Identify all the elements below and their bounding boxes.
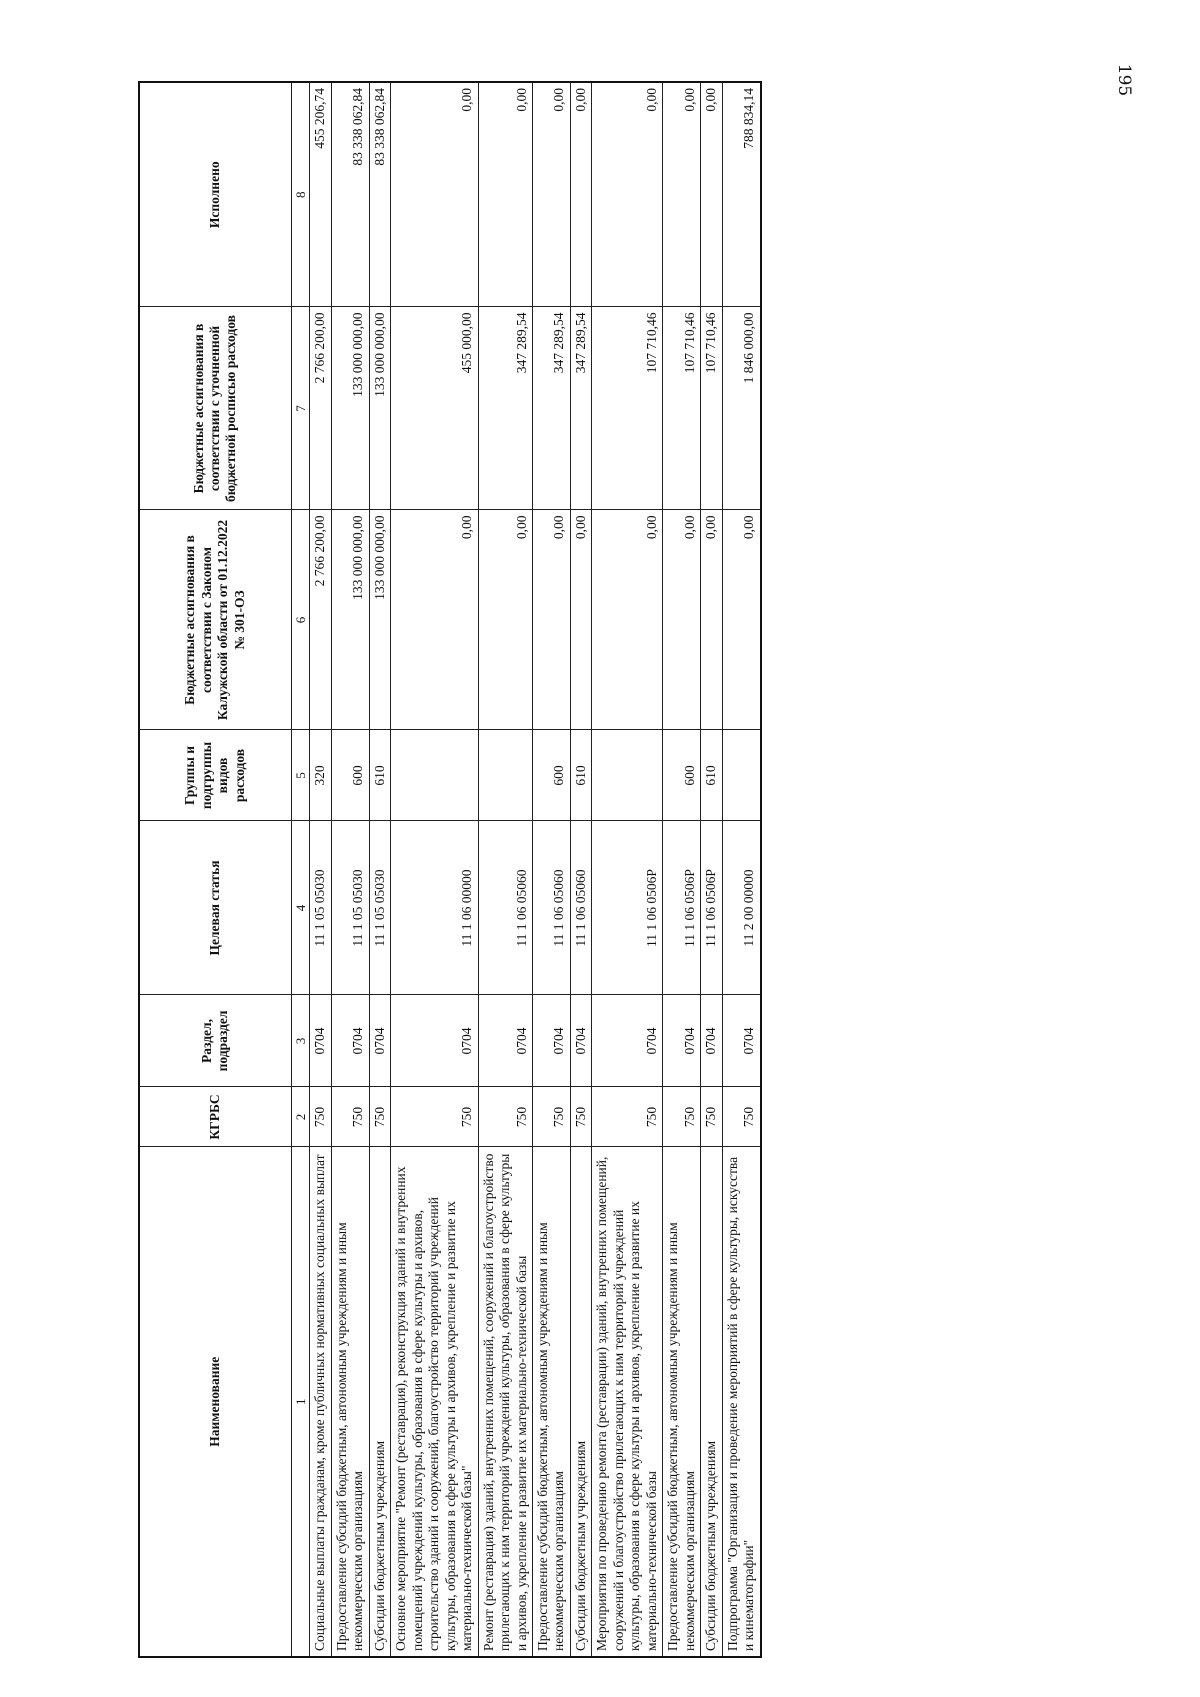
row-target: 11 1 06 00000 (391, 821, 478, 995)
row-refined-amount: 347 289,54 (478, 307, 532, 510)
table-row (391, 82, 478, 1657)
row-section: 0704 (478, 995, 532, 1087)
row-target: 11 1 06 0506Р (701, 821, 722, 995)
table-row (592, 82, 663, 1657)
row-section: 0704 (532, 995, 570, 1087)
row-law-amount: 0,00 (532, 510, 570, 730)
row-refined-amount: 107 710,46 (701, 307, 722, 510)
row-section: 0704 (570, 995, 591, 1087)
row-executed-amount: 0,00 (701, 82, 722, 307)
row-law-amount: 133 000 000,00 (369, 510, 390, 730)
row-group: 610 (701, 730, 722, 821)
row-target: 11 1 06 05060 (478, 821, 532, 995)
row-group: 610 (369, 730, 390, 821)
row-refined-amount: 455 000,00 (391, 307, 478, 510)
column-number: 7 (291, 307, 310, 510)
row-kgrbs: 750 (701, 1087, 722, 1147)
column-number: 4 (291, 821, 310, 995)
row-name: Субсидии бюджетным учреждениям (570, 1147, 591, 1657)
page-number: 195 (1113, 63, 1134, 97)
budget-table (138, 81, 762, 1658)
column-number: 1 (291, 1147, 310, 1657)
row-group: 600 (331, 730, 369, 821)
row-group: 320 (310, 730, 331, 821)
row-refined-amount: 347 289,54 (570, 307, 591, 510)
column-number: 8 (291, 82, 310, 307)
row-executed-amount: 0,00 (570, 82, 591, 307)
row-law-amount: 0,00 (570, 510, 591, 730)
row-kgrbs: 750 (592, 1087, 663, 1147)
row-refined-amount: 347 289,54 (532, 307, 570, 510)
row-name: Предоставление субсидий бюджетным, автономным учреждениям и иным некоммерческим организациям (532, 1147, 570, 1657)
row-kgrbs: 750 (391, 1087, 478, 1147)
table-row (478, 82, 532, 1657)
row-law-amount: 0,00 (701, 510, 722, 730)
row-executed-amount: 0,00 (592, 82, 663, 307)
row-section: 0704 (592, 995, 663, 1087)
row-executed-amount: 0,00 (478, 82, 532, 307)
row-kgrbs: 750 (722, 1087, 760, 1147)
row-group: 610 (570, 730, 591, 821)
row-name: Подпрограмма "Организация и проведение мероприятий в сфере культуры, искусства и кинематографии" (722, 1147, 760, 1657)
row-name: Предоставление субсидий бюджетным, автономным учреждениям и иным некоммерческим организациям (331, 1147, 369, 1657)
table-row (722, 82, 760, 1657)
table-body (310, 82, 761, 1657)
header-target: Целевая статья (139, 821, 291, 995)
row-law-amount: 0,00 (722, 510, 760, 730)
row-refined-amount: 133 000 000,00 (369, 307, 390, 510)
row-kgrbs: 750 (478, 1087, 532, 1147)
table-row (701, 82, 722, 1657)
row-group: 600 (532, 730, 570, 821)
row-executed-amount: 455 206,74 (310, 82, 331, 307)
row-group (722, 730, 760, 821)
row-name: Субсидии бюджетным учреждениям (369, 1147, 390, 1657)
row-group (391, 730, 478, 821)
table-row (310, 82, 331, 1657)
row-executed-amount: 0,00 (532, 82, 570, 307)
table-row (331, 82, 369, 1657)
row-group (478, 730, 532, 821)
row-section: 0704 (722, 995, 760, 1087)
row-target: 11 1 05 05030 (310, 821, 331, 995)
row-section: 0704 (663, 995, 701, 1087)
row-group: 600 (663, 730, 701, 821)
row-section: 0704 (391, 995, 478, 1087)
row-section: 0704 (701, 995, 722, 1087)
column-number: 5 (291, 730, 310, 821)
row-name: Основное мероприятие "Ремонт (реставрация), реконструкция зданий и внутренних помещений учреждений культуры, образования в сфере культуры и архивов, строительство зданий и сооружений, благоустройство территорий учреждений культуры, образования в сфере культуры и архивов, укрепление и развитие их материально-технической базы" (391, 1147, 478, 1657)
budget-table-container (138, 83, 1033, 1658)
row-kgrbs: 750 (532, 1087, 570, 1147)
row-target: 11 2 00 00000 (722, 821, 760, 995)
row-section: 0704 (369, 995, 390, 1087)
row-kgrbs: 750 (310, 1087, 331, 1147)
row-executed-amount: 83 338 062,84 (331, 82, 369, 307)
row-group (592, 730, 663, 821)
header-kgrbs: КГРБС (139, 1087, 291, 1147)
table-row (369, 82, 390, 1657)
row-target: 11 1 05 05030 (369, 821, 390, 995)
column-number: 6 (291, 510, 310, 730)
header-executed: Исполнено (139, 82, 291, 307)
row-law-amount: 0,00 (592, 510, 663, 730)
row-target: 11 1 06 05060 (532, 821, 570, 995)
row-name: Мероприятия по проведению ремонта (реставрации) зданий, внутренних помещений, сооружений и благоустройство прилегающих к ним территорий учреждений культуры, образования в сфере культуры и архивов, укрепление и развитие их материально-технической базы (592, 1147, 663, 1657)
row-executed-amount: 0,00 (663, 82, 701, 307)
row-name: Социальные выплаты гражданам, кроме публичных нормативных социальных выплат (310, 1147, 331, 1657)
table-row (532, 82, 570, 1657)
row-target: 11 1 05 05030 (331, 821, 369, 995)
row-name: Ремонт (реставрация) зданий, внутренних помещений, сооружений и благоустройство прилегающих к ним территорий учреждений культуры, образования в сфере культуры и архивов, укрепление и развитие их материально-технической базы (478, 1147, 532, 1657)
row-section: 0704 (331, 995, 369, 1087)
header-groups: Группы и подгруппы видов расходов (139, 730, 291, 821)
table-row (663, 82, 701, 1657)
row-kgrbs: 750 (331, 1087, 369, 1147)
row-law-amount: 133 000 000,00 (331, 510, 369, 730)
row-executed-amount: 83 338 062,84 (369, 82, 390, 307)
column-number: 3 (291, 995, 310, 1087)
row-target: 11 1 06 05060 (570, 821, 591, 995)
row-refined-amount: 107 710,46 (663, 307, 701, 510)
row-kgrbs: 750 (369, 1087, 390, 1147)
row-name: Предоставление субсидий бюджетным, автономным учреждениям и иным некоммерческим организациям (663, 1147, 701, 1657)
row-refined-amount: 107 710,46 (592, 307, 663, 510)
row-law-amount: 2 766 200,00 (310, 510, 331, 730)
row-section: 0704 (310, 995, 331, 1087)
header-refined: Бюджетные ассигнования в соответствии с уточненной бюджетной росписью расходов (139, 307, 291, 510)
header-law: Бюджетные ассигнования в соответствии с Законом Калужской области от 01.12.2022 № 301-ОЗ (139, 510, 291, 730)
row-executed-amount: 0,00 (391, 82, 478, 307)
row-law-amount: 0,00 (478, 510, 532, 730)
row-refined-amount: 1 846 000,00 (722, 307, 760, 510)
row-law-amount: 0,00 (663, 510, 701, 730)
row-refined-amount: 133 000 000,00 (331, 307, 369, 510)
row-law-amount: 0,00 (391, 510, 478, 730)
table-row (570, 82, 591, 1657)
row-executed-amount: 788 834,14 (722, 82, 760, 307)
header-section: Раздел, подраздел (139, 995, 291, 1087)
column-number: 2 (291, 1087, 310, 1147)
row-kgrbs: 750 (570, 1087, 591, 1147)
column-numbers-row (291, 82, 310, 1657)
row-name: Субсидии бюджетным учреждениям (701, 1147, 722, 1657)
row-refined-amount: 2 766 200,00 (310, 307, 331, 510)
row-target: 11 1 06 0506Р (592, 821, 663, 995)
header-name: Наименование (139, 1147, 291, 1657)
row-target: 11 1 06 0506Р (663, 821, 701, 995)
row-kgrbs: 750 (663, 1087, 701, 1147)
